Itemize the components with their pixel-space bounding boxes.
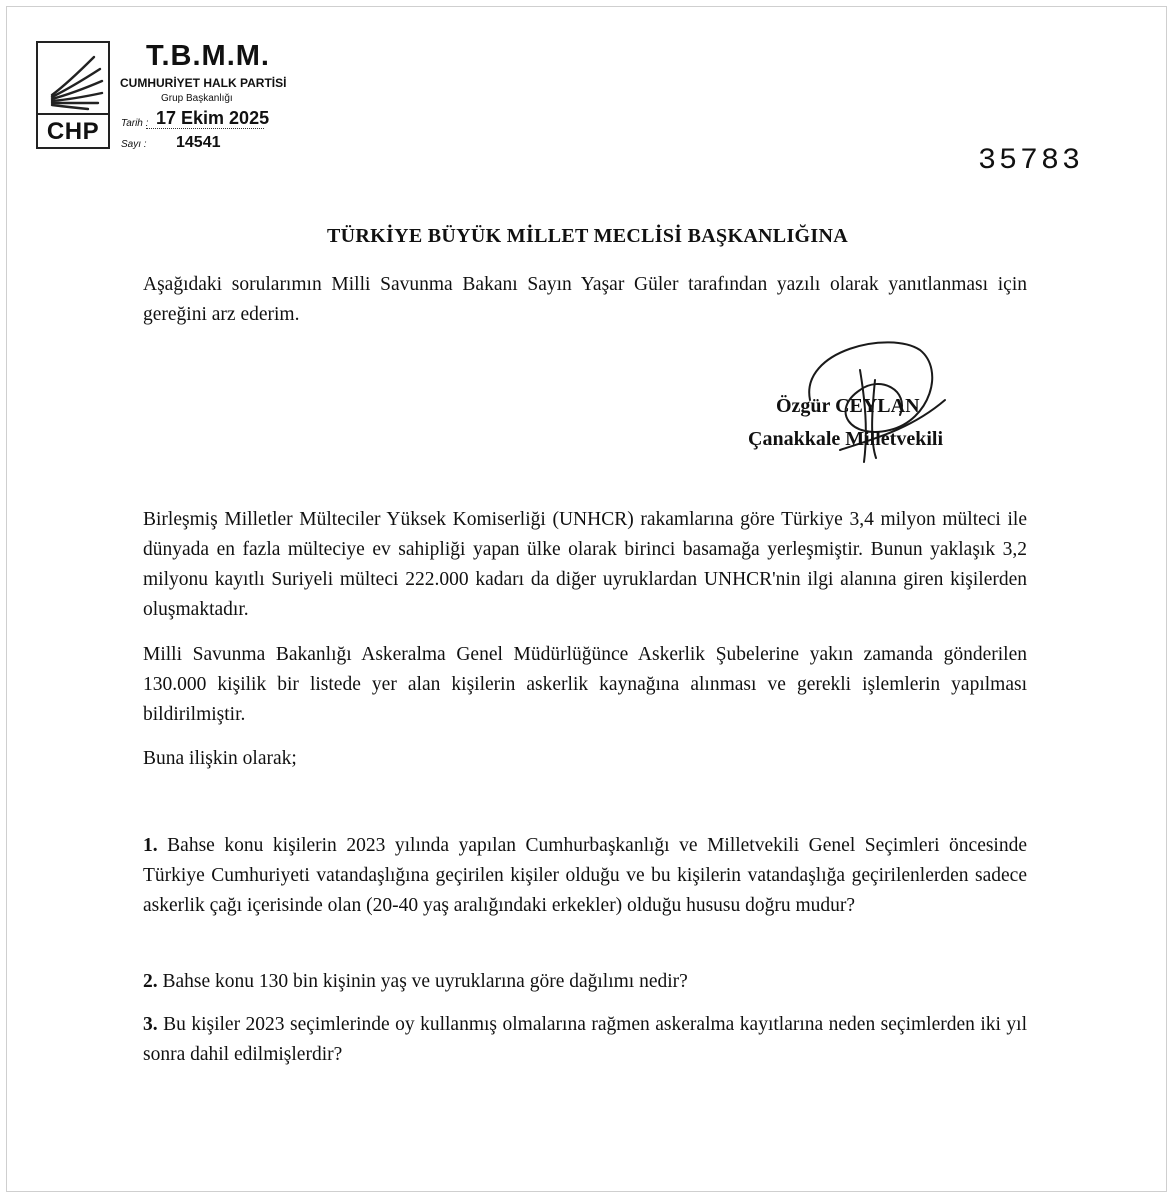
- signatory-name: Özgür CEYLAN: [776, 395, 920, 417]
- question-text: Bahse konu kişilerin 2023 yılında yapılan Cumhurbaşkanlığı ve Milletvekili Genel Seçimleri öncesinde Türkiye Cumhuriyeti vatandaşlığına geçirilen kişiler olduğu ve bu kişilerin vatandaşlığa geçirilenlerden sadece askerlik çağı içerisinde olan (20-40 yaş aralığındaki erkekler) olduğu hususu doğru mudur?: [143, 835, 1028, 916]
- document-heading: TÜRKİYE BÜYÜK MİLLET MECLİSİ BAŞKANLIĞINA: [327, 225, 848, 247]
- signatory-title: Çanakkale Milletvekili: [748, 428, 943, 450]
- chp-six-arrows-icon: [38, 43, 108, 115]
- chp-logo-text: CHP: [46, 118, 100, 145]
- question-text: Bahse konu 130 bin kişinin yaş ve uyruklarına göre dağılımı nedir?: [162, 971, 688, 992]
- letterhead-party: CUMHURİYET HALK PARTİSİ: [120, 76, 287, 90]
- letterhead-group: Grup Başkanlığı: [161, 93, 233, 104]
- question-2: [143, 967, 1027, 997]
- date-dotted-line: [146, 128, 264, 129]
- question-number: 2.: [143, 971, 158, 992]
- document-number: 35783: [978, 144, 1084, 178]
- question-number: 3.: [143, 1014, 158, 1035]
- number-label: Sayı :: [121, 139, 147, 150]
- date-label: Tarih :: [121, 118, 149, 129]
- question-text: Bu kişiler 2023 seçimlerinde oy kullanmış olmalarına rağmen askeralma kayıtlarına neden seçimlerden iki yıl sonra dahil edilmişlerdir?: [143, 1014, 1028, 1065]
- body-paragraph-2: Milli Savunma Bakanlığı Askeralma Genel Müdürlüğünce Askerlik Şubelerine yakın zamanda gönderilen 130.000 kişilik bir listede yer alan kişilerin askerlik kaynağına alınması ve gerekli işlemlerin yapılması bildirilmiştir.: [143, 644, 1027, 725]
- body-paragraph-3: Buna ilişkin olarak;: [143, 748, 297, 769]
- intro-paragraph: Aşağıdaki sorularımın Milli Savunma Bakanı Sayın Yaşar Güler tarafından yazılı olarak yanıtlanması için gereğini arz ederim.: [143, 274, 1027, 325]
- body-paragraph-1: Birleşmiş Milletler Mülteciler Yüksek Komiserliği (UNHCR) rakamlarına göre Türkiye 3,4 milyon mülteci ile dünyada en fazla mülteciye ev sahipliği yapan ülke olarak birinci basamağa yerleşmiştir. Bunun yaklaşık 3,2 milyonu kayıtlı Suriyeli mülteci 222.000 kadarı da diğer uyruklardan UNHCR'nin ilgi alanına giren kişilerden oluşmaktadır.: [143, 509, 1027, 620]
- letterhead-title: T.B.M.M.: [146, 40, 270, 72]
- party-stamp: [36, 41, 110, 149]
- date-value: 17 Ekim 2025: [156, 108, 270, 128]
- question-number: 1.: [143, 835, 158, 856]
- question-1: [143, 831, 1027, 921]
- question-3: [143, 1010, 1027, 1070]
- number-value: 14541: [176, 134, 221, 151]
